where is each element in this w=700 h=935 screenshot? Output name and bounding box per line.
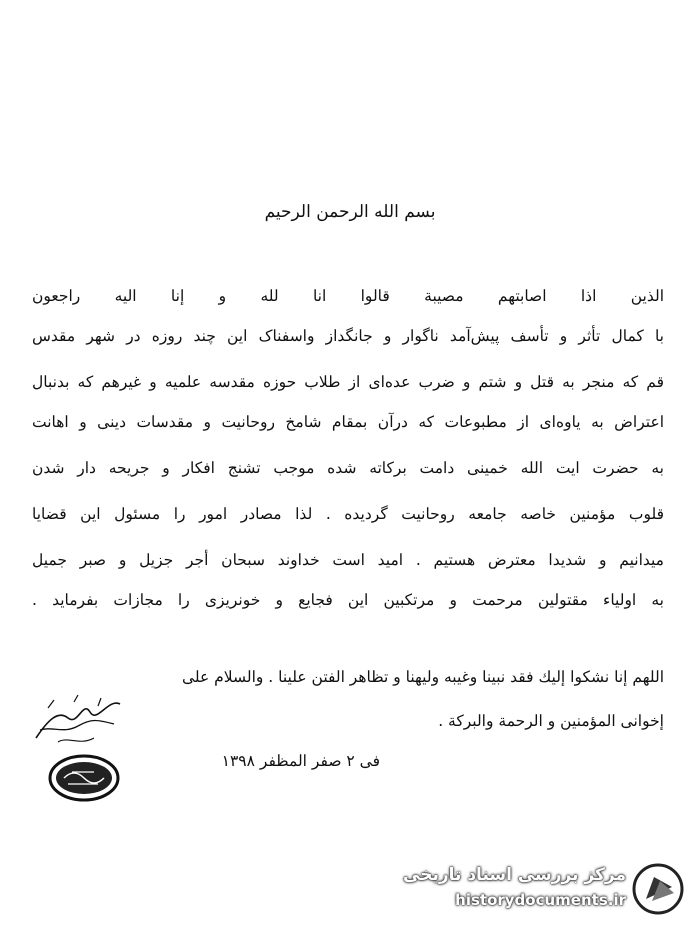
body-line: به حضرت ایت الله خمینی دامت برکاته شده موجب تشنج افکار و جریحه دار شدن <box>32 459 664 477</box>
body-line: با کمال تأثر و تأسف پیش‌آمد ناگوار و جانگداز واسفناک این چند روزه در شهر مقدس <box>32 327 664 345</box>
letter-date: فی ۲ صفر المظفر ۱۳۹۸ <box>221 752 380 770</box>
watermark-url: historydocuments.ir <box>455 891 626 909</box>
closing-line-2: إخوانی المؤمنین و الرحمة والبرکة . <box>438 712 664 730</box>
closing-line: اللهم إنا نشکوا إلیك فقد نبینا وغیبه ولیهنا و تظاهر الفتن علینا . والسلام علی <box>181 668 664 686</box>
body-line: اعتراض به یاوه‌ای از مطبوعات که درآن بمقام شامخ روحانیت و مقدسات دینی و اهانت <box>32 413 664 431</box>
archive-watermark <box>400 857 690 921</box>
body-line: الذين اذا اصابتهم مصيبة قالوا انا لله و إنا اليه راجعون <box>32 287 664 305</box>
body-line: قم که منجر به قتل و شتم و ضرب عده‌ای از طلاب حوزه مقدسه علمیه و غیرهم که بدنبال <box>32 373 664 391</box>
letter-body <box>32 280 664 630</box>
archive-logo-icon <box>632 863 684 915</box>
body-line: به اولیاء مقتولین مرحمت و مرتکبین این فجایع و خونریزی را مجازات بفرماید . <box>32 591 664 609</box>
body-line: قلوب مؤمنین خاصه جامعه روحانیت گردیده . لذا مصادر امور را مسئول این قضایا <box>32 505 664 523</box>
bismillah-heading: بسم الله الرحمن الرحيم <box>264 202 436 222</box>
handwritten-signature <box>28 690 128 750</box>
ink-seal <box>46 752 124 804</box>
body-line: میدانیم و شدیدا معترض هستیم . امید است خداوند سبحان أجر جزیل و صبر جمیل <box>32 551 664 569</box>
watermark-title: مرکز بررسی اسناد تاریخی <box>403 865 626 885</box>
